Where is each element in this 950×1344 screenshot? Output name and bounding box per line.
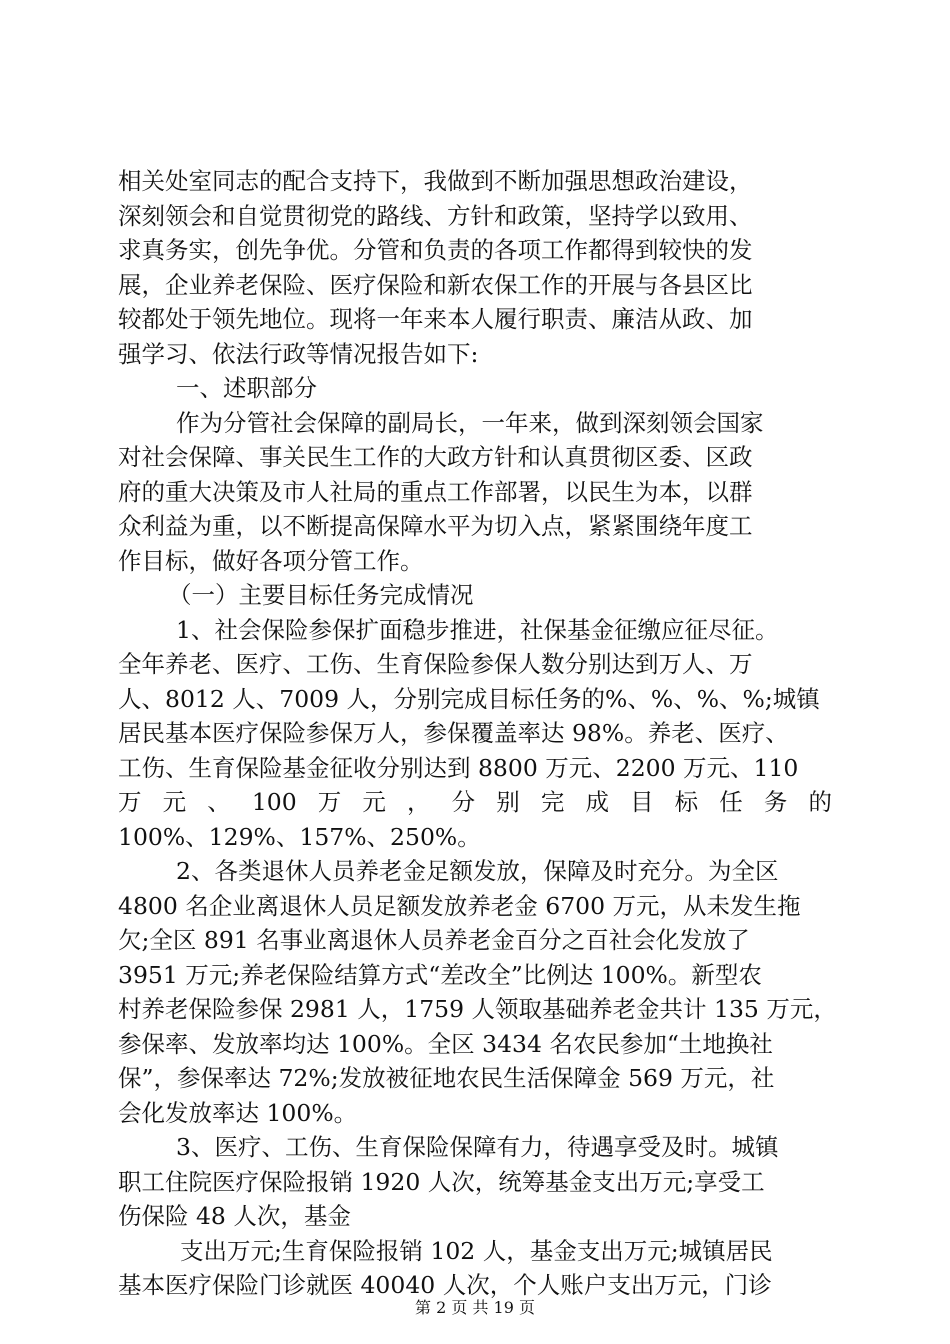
- text-line: 2、各类退休人员养老金足额发放，保障及时充分。为全区: [176, 857, 779, 885]
- spread-token: 元: [162, 788, 187, 816]
- text-line: 职工住院医疗保险报销 1920 人次，统筹基金支出万元;享受工: [118, 1167, 765, 1196]
- text-line: 强学习、依法行政等情况报告如下:: [118, 339, 479, 368]
- text-line: 支出万元;生育保险报销 102 人，基金支出万元;城镇居民: [180, 1236, 773, 1265]
- text-line: 居民基本医疗保险参保万人，参保覆盖率达 98%。养老、医疗、: [118, 719, 789, 747]
- text-line: 参保率、发放率均达 100%。全区 3434 名农民参加“土地换社: [118, 1029, 773, 1058]
- text-line: 府的重大决策及市人社局的重点工作部署，以民生为本，以群: [118, 477, 753, 506]
- text-line: 基本医疗保险门诊就医 40040 人次，个人账户支出万元，门诊: [118, 1271, 772, 1299]
- document-body: [118, 164, 837, 1303]
- text-line: 村养老保险参保 2981 人，1759 人领取基础养老金共计 135 万元，: [118, 995, 837, 1023]
- spread-token: 标: [674, 788, 699, 816]
- text-line: 展，企业养老保险、医疗保险和新农保工作的开展与各县区比: [118, 270, 753, 299]
- text-line: 对社会保障、事关民生工作的大政方针和认真贯彻区委、区政: [118, 443, 753, 471]
- text-line: 1、社会保险参保扩面稳步推进，社保基金征缴应征尽征。: [176, 615, 779, 644]
- text-line: 较都处于领先地位。现将一年来本人履行职责、廉洁从政、加: [118, 305, 753, 333]
- spread-token: 万: [317, 788, 342, 816]
- spread-token: 目: [630, 788, 654, 816]
- section-heading: 一、述职部分: [176, 374, 317, 402]
- spread-token: 100: [251, 788, 297, 816]
- text-line: 3951 万元;养老保险结算方式“差改全”比例达 100%。新型农: [118, 960, 762, 989]
- text-line: 工伤、生育保险基金征收分别达到 8800 万元、2200 万元、110: [118, 753, 799, 782]
- spread-token: 的: [808, 788, 832, 816]
- text-line: 会化发放率达 100%。: [118, 1098, 358, 1127]
- spread-token: 成: [585, 788, 609, 816]
- text-line: 相关处室同志的配合支持下，我做到不断加强思想政治建设，: [118, 167, 753, 195]
- text-line: 4800 名企业离退休人员足额发放养老金 6700 万元，从未发生拖: [118, 891, 801, 920]
- text-line: 人、8012 人、7009 人，分别完成目标任务的%、%、%、%;城镇: [118, 684, 820, 713]
- text-line: 求真务实，创先争优。分管和负责的各项工作都得到较快的发: [118, 236, 753, 264]
- spread-token: ，: [407, 788, 431, 816]
- text-line: 欠;全区 891 名事业离退休人员养老金百分之百社会化发放了: [118, 926, 750, 954]
- spread-token: 完: [540, 788, 565, 816]
- text-line: 作为分管社会保障的副局长，一年来，做到深刻领会国家: [176, 408, 764, 437]
- subsection-heading: （一）主要目标任务完成情况: [168, 581, 474, 609]
- text-line: 全年养老、医疗、工伤、生育保险参保人数分别达到万人、万: [118, 650, 753, 678]
- text-line: 3、医疗、工伤、生育保险保障有力，待遇享受及时。城镇: [176, 1133, 779, 1161]
- spread-token: 任: [719, 788, 743, 816]
- page-footer: [0, 1298, 950, 1318]
- text-line: 众利益为重，以不断提高保障水平为切入点，紧紧围绕年度工: [118, 512, 753, 540]
- spread-text-line: [118, 785, 832, 820]
- text-line: 深刻领会和自觉贯彻党的路线、方针和政策，坚持学以致用、: [118, 201, 753, 230]
- text-line: 保”，参保率达 72%;发放被征地农民生活保障金 569 万元，社: [118, 1064, 775, 1092]
- spread-token: 务: [763, 788, 788, 816]
- spread-token: 万: [118, 788, 142, 816]
- page-number-label: 第 2 页 共 19 页: [415, 1298, 535, 1317]
- text-line: 作目标，做好各项分管工作。: [118, 546, 424, 575]
- text-line: 100%、129%、157%、250%。: [118, 822, 481, 851]
- spread-token: 、: [207, 788, 231, 816]
- text-line: 伤保险 48 人次，基金: [118, 1202, 351, 1230]
- spread-token: 元: [362, 788, 386, 816]
- spread-token: 别: [496, 788, 520, 816]
- spread-token: 分: [451, 788, 476, 816]
